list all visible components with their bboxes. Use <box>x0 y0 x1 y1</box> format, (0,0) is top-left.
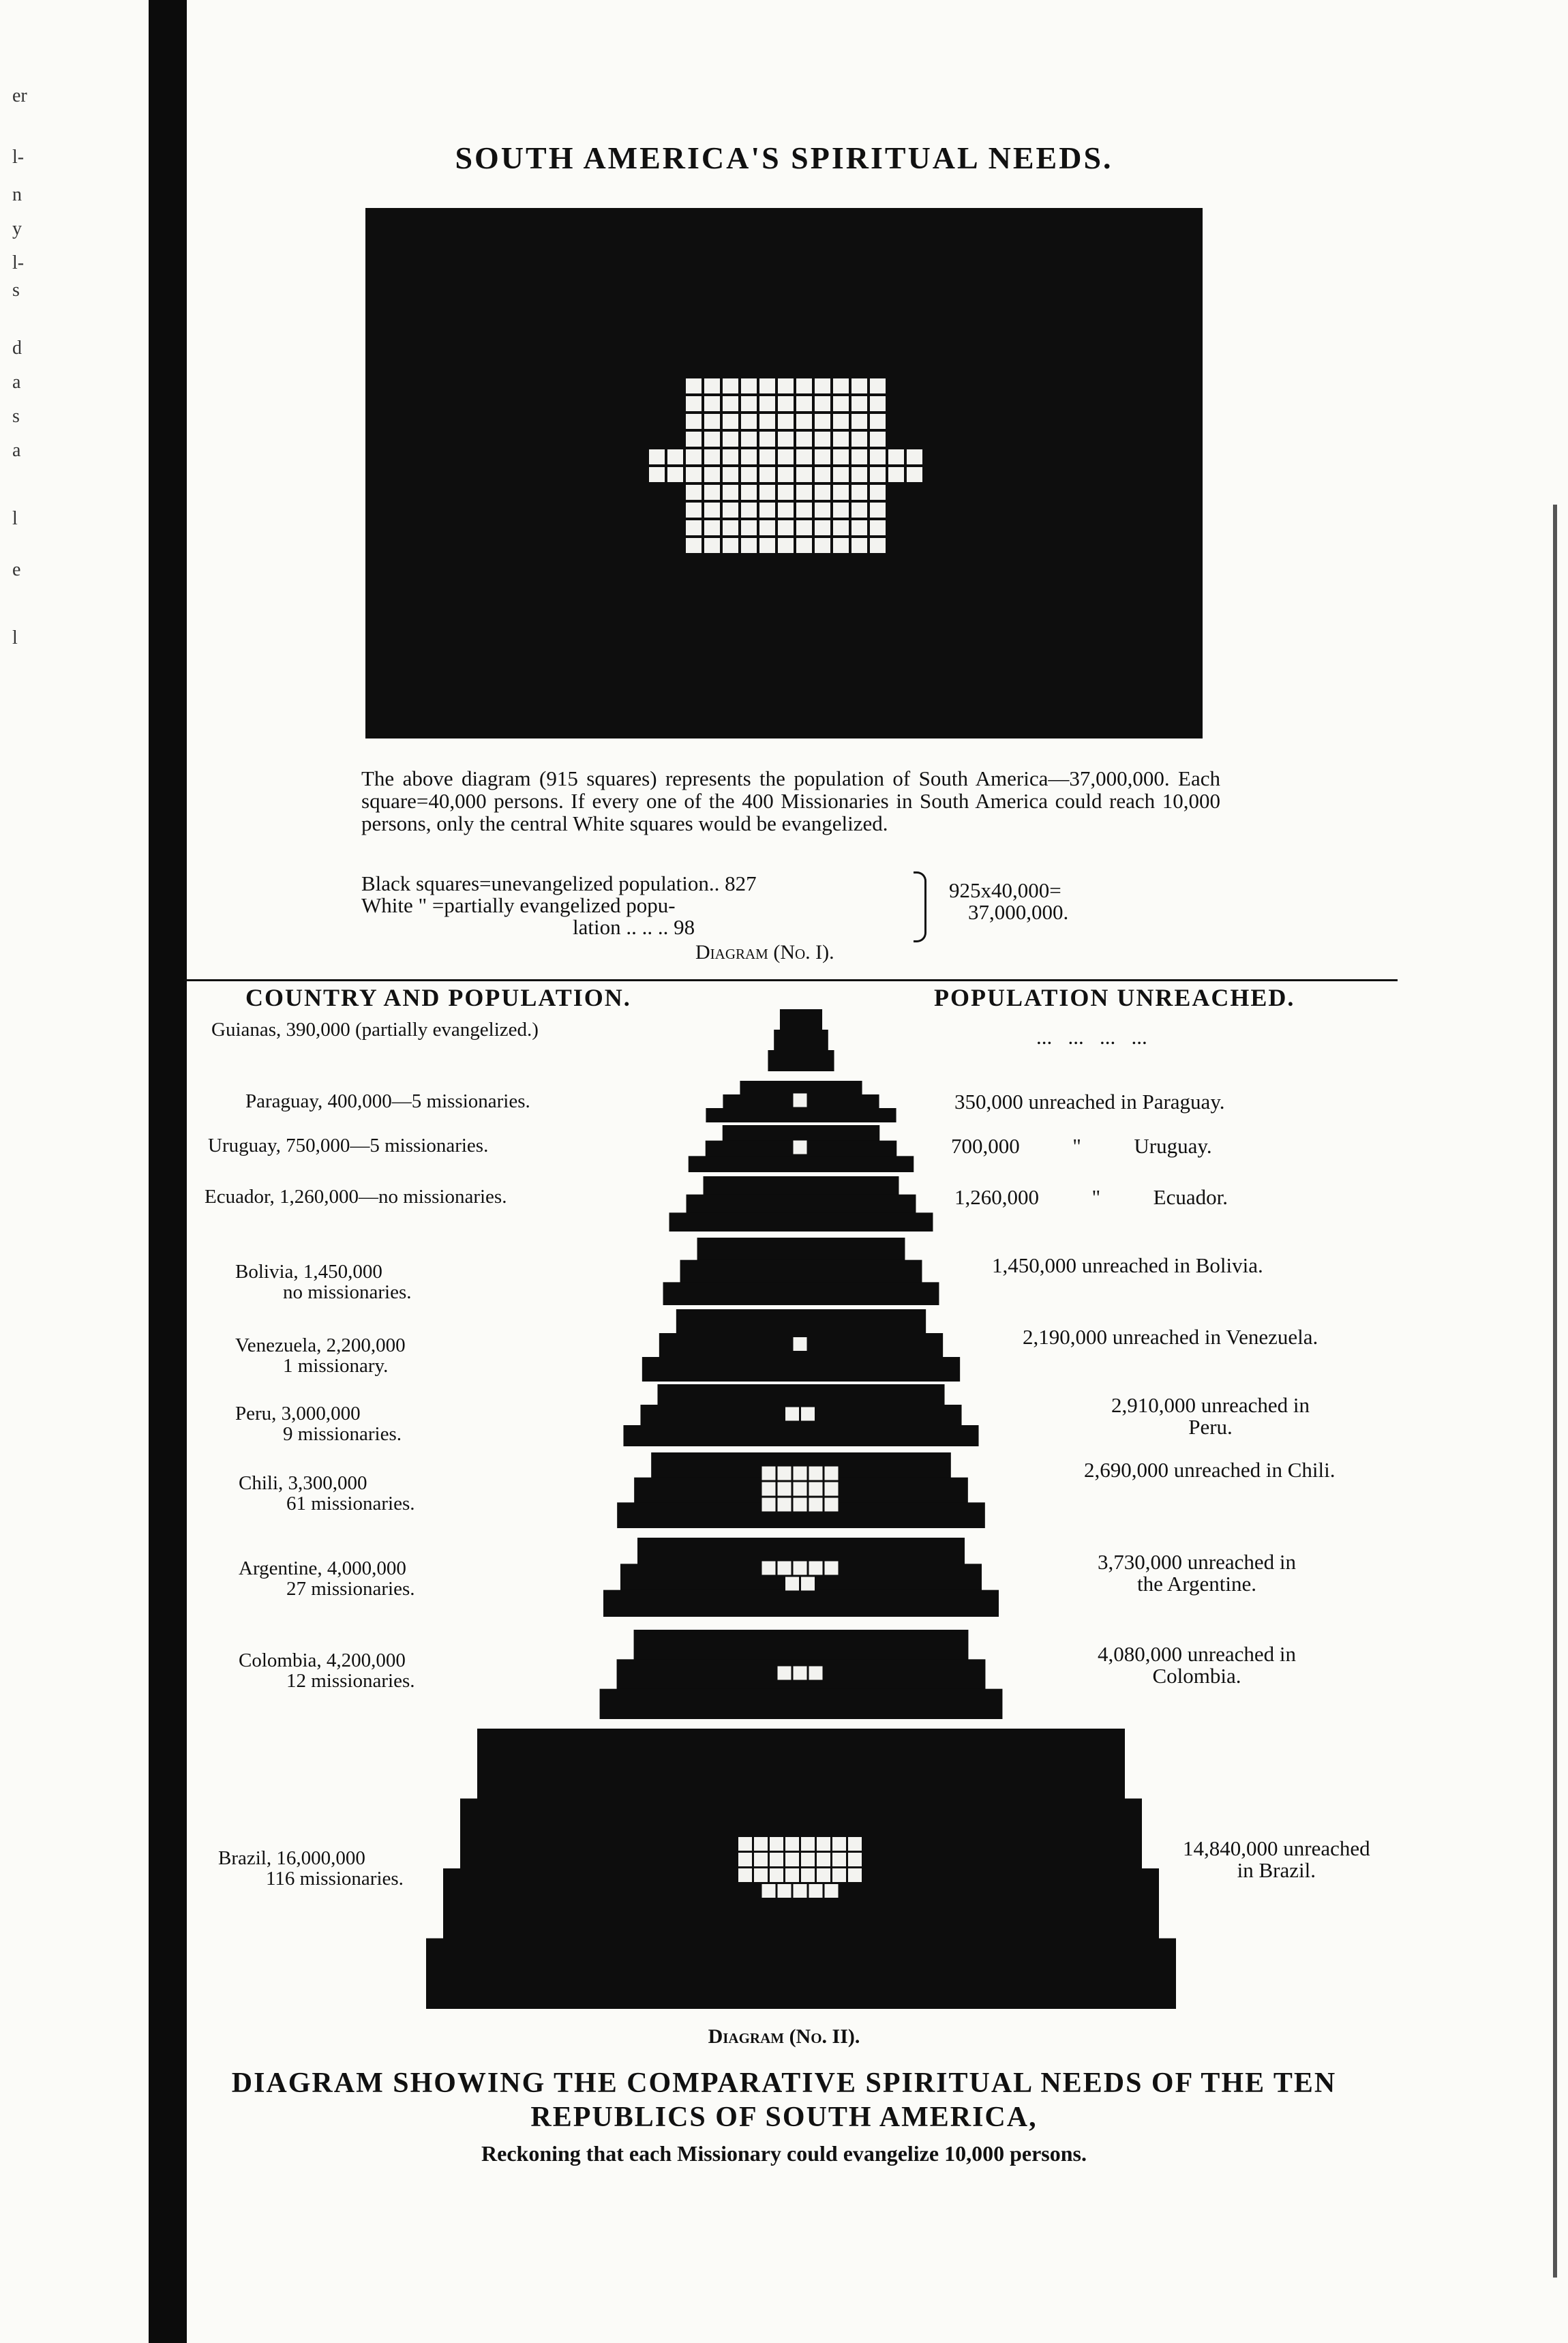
margin-fragment: e <box>12 559 21 580</box>
country-missionaries: 116 missionaries. <box>266 1868 404 1890</box>
country-missionaries: 9 missionaries. <box>283 1423 402 1445</box>
pyramid-step <box>657 1384 944 1405</box>
header-country: COUNTRY AND POPULATION. <box>245 984 631 1011</box>
missionary-square <box>848 1853 862 1866</box>
country-label <box>235 1262 412 1302</box>
unreached-count: 1,450,000 unreached in Bolivia. <box>992 1253 1263 1277</box>
missionary-square <box>778 1467 791 1480</box>
bottom-title-line-1: DIAGRAM SHOWING THE COMPARATIVE SPIRITUAL NEEDS OF THE TEN <box>231 2068 1337 2099</box>
missionary-square <box>785 1853 799 1866</box>
missionary-square <box>762 1562 776 1575</box>
missionary-square <box>778 1884 791 1898</box>
country-name-population: Chili, 3,300,000 <box>239 1472 367 1494</box>
pyramid-step <box>689 1156 914 1172</box>
country-label <box>205 1187 507 1207</box>
unreached-label <box>1111 1394 1310 1438</box>
missionary-square <box>762 1498 776 1512</box>
pyramid-step <box>740 1081 862 1095</box>
missionary-square <box>770 1868 783 1882</box>
unreached-label <box>954 1187 1228 1208</box>
missionary-square <box>794 1337 807 1351</box>
missionary-square <box>785 1407 799 1421</box>
country-name-population: Bolivia, 1,450,000 <box>235 1261 382 1283</box>
country-label <box>239 1558 415 1599</box>
unreached-label <box>1098 1643 1296 1687</box>
missionary-square <box>778 1498 791 1512</box>
margin-fragment: s <box>12 406 20 427</box>
missionary-square <box>738 1853 752 1866</box>
missionary-square <box>754 1853 768 1866</box>
missionary-square <box>848 1868 862 1882</box>
country-label <box>218 1848 404 1889</box>
diagram-2-label: Diagram (No. II). <box>708 2025 860 2048</box>
margin-fragment: er <box>12 85 27 106</box>
margin-fragment: d <box>12 338 22 359</box>
missionary-square <box>738 1837 752 1851</box>
unreached-label <box>1084 1459 1336 1481</box>
missionary-square <box>809 1467 823 1480</box>
country-label <box>235 1335 406 1376</box>
unreached-label <box>1036 1026 1147 1048</box>
unreached-label <box>992 1255 1263 1277</box>
unreached-count: ... ... ... ... <box>1036 1025 1147 1049</box>
pyramid-step <box>477 1729 1125 1800</box>
missionary-square <box>801 1868 815 1882</box>
legend-calc-1: 925x40,000= <box>949 878 1061 902</box>
pyramid-step <box>676 1309 926 1334</box>
pyramid-step <box>723 1125 880 1141</box>
country-name-population: Uruguay, 750,000—5 missionaries. <box>208 1135 489 1156</box>
missionary-square <box>785 1837 799 1851</box>
legend-calc-2: 37,000,000. <box>968 900 1069 924</box>
unreached-label <box>954 1091 1225 1113</box>
missionary-square <box>794 1094 807 1107</box>
margin-fragment: a <box>12 372 21 393</box>
margin-fragment: y <box>12 218 22 239</box>
unreached-count: 1,260,000 " Ecuador. <box>954 1185 1228 1209</box>
missionary-square <box>848 1837 862 1851</box>
missionary-square <box>817 1853 830 1866</box>
missionary-square <box>832 1868 846 1882</box>
unreached-count: 350,000 unreached in Paraguay. <box>954 1090 1225 1114</box>
country-label <box>239 1650 415 1691</box>
missionary-square <box>825 1562 839 1575</box>
unreached-label <box>1183 1838 1370 1881</box>
pyramid-step <box>623 1425 978 1446</box>
missionary-square <box>762 1467 776 1480</box>
missionary-square <box>778 1667 791 1680</box>
missionary-square <box>778 1482 791 1496</box>
margin-fragment: s <box>12 280 20 301</box>
unreached-count: 14,840,000 unreached <box>1183 1836 1370 1860</box>
missionary-square <box>825 1884 839 1898</box>
missionary-square <box>794 1467 807 1480</box>
unreached-country: in Brazil. <box>1237 1858 1316 1882</box>
legend-white-2: lation .. .. .. 98 <box>573 915 695 939</box>
margin-fragment: l <box>12 508 18 529</box>
margin-fragment: l- <box>12 252 25 273</box>
margin-fragment: n <box>12 184 22 205</box>
margin-fragment: l- <box>12 147 25 168</box>
page-title: SOUTH AMERICA'S SPIRITUAL NEEDS. <box>455 140 1113 175</box>
country-label <box>235 1403 402 1444</box>
unreached-country: the Argentine. <box>1136 1572 1257 1596</box>
unreached-country: Colombia. <box>1152 1664 1241 1688</box>
missionary-square <box>762 1884 776 1898</box>
diagram-1-label: Diagram (No. I). <box>695 941 834 964</box>
missionary-square <box>762 1482 776 1496</box>
unreached-count: 4,080,000 unreached in <box>1098 1642 1296 1666</box>
missionary-square <box>794 1884 807 1898</box>
missionary-square <box>817 1868 830 1882</box>
missionary-square <box>785 1868 799 1882</box>
pyramid-step <box>680 1260 922 1283</box>
margin-fragment: l <box>12 627 18 648</box>
missionary-square <box>801 1837 815 1851</box>
pyramid-step <box>697 1238 905 1261</box>
country-label <box>211 1019 539 1040</box>
missionary-square <box>825 1482 839 1496</box>
pyramid-step <box>642 1357 960 1382</box>
pyramid-step <box>637 1538 965 1564</box>
pyramid-step <box>780 1009 822 1030</box>
missionary-square <box>809 1482 823 1496</box>
pyramid-step <box>669 1212 933 1232</box>
missionary-square <box>794 1482 807 1496</box>
country-name-population: Argentine, 4,000,000 <box>239 1557 406 1579</box>
country-missionaries: 12 missionaries. <box>286 1670 415 1692</box>
missionary-square <box>801 1853 815 1866</box>
unreached-label <box>1098 1551 1296 1595</box>
missionary-square <box>794 1498 807 1512</box>
pyramid-step <box>774 1030 828 1051</box>
missionary-square <box>801 1577 815 1591</box>
unreached-count: 2,190,000 unreached in Venezuela. <box>1023 1325 1318 1349</box>
country-missionaries: 1 missionary. <box>283 1355 389 1377</box>
missionary-square <box>738 1868 752 1882</box>
unreached-count: 700,000 " Uruguay. <box>951 1134 1212 1158</box>
missionary-square <box>754 1837 768 1851</box>
unreached-country: Peru. <box>1188 1415 1233 1439</box>
country-label <box>208 1135 488 1156</box>
pyramid-step <box>603 1590 999 1617</box>
pyramid-step <box>706 1108 896 1122</box>
legend-white-1: White " =partially evangelized popu- <box>361 893 676 917</box>
country-name-population: Ecuador, 1,260,000—no missionaries. <box>205 1186 507 1208</box>
country-missionaries: 27 missionaries. <box>286 1578 415 1600</box>
bottom-title-line-2: REPUBLICS OF SOUTH AMERICA, <box>530 2102 1038 2133</box>
missionary-square <box>778 1562 791 1575</box>
pyramid-step <box>600 1689 1003 1719</box>
missionary-square <box>832 1853 846 1866</box>
missionary-square <box>809 1667 823 1680</box>
missionary-square <box>794 1667 807 1680</box>
missionary-square <box>770 1837 783 1851</box>
missionary-square <box>832 1837 846 1851</box>
country-name-population: Colombia, 4,200,000 <box>239 1650 406 1671</box>
missionary-square <box>825 1467 839 1480</box>
missionary-square <box>825 1498 839 1512</box>
missionary-square <box>809 1498 823 1512</box>
country-name-population: Peru, 3,000,000 <box>235 1403 361 1424</box>
unreached-count: 2,690,000 unreached in Chili. <box>1084 1458 1336 1482</box>
pyramid-step <box>704 1176 899 1195</box>
unreached-count: 2,910,000 unreached in <box>1111 1393 1310 1417</box>
header-unreached: POPULATION UNREACHED. <box>934 984 1295 1011</box>
bottom-subtitle: Reckoning that each Missionary could evangelize 10,000 persons. <box>481 2141 1087 2166</box>
margin-fragment: a <box>12 440 21 461</box>
country-missionaries: no missionaries. <box>283 1281 412 1303</box>
legend-black: Black squares=unevangelized population.. 827 <box>361 871 757 895</box>
country-name-population: Paraguay, 400,000—5 missionaries. <box>245 1090 530 1112</box>
missionary-square <box>785 1577 799 1591</box>
missionary-square <box>817 1837 830 1851</box>
country-name-population: Brazil, 16,000,000 <box>218 1847 365 1869</box>
missionary-square <box>801 1407 815 1421</box>
unreached-label <box>951 1135 1212 1157</box>
country-name-population: Venezuela, 2,200,000 <box>235 1334 406 1356</box>
diagram-1-caption: The above diagram (915 squares) represents the population of South America—37,000,000. Each square=40,000 persons. If every one of the 400 Missionaries in South America could reach 10,000 persons, only the central White squares would be evangelized. <box>361 766 1220 835</box>
unreached-label <box>1023 1326 1318 1348</box>
pyramid-step <box>768 1050 834 1071</box>
country-label <box>239 1473 415 1514</box>
missionary-square <box>794 1141 807 1154</box>
pyramid-step <box>687 1195 916 1214</box>
missionary-square <box>794 1562 807 1575</box>
missionary-square <box>809 1562 823 1575</box>
pyramid-step <box>663 1282 939 1305</box>
unreached-count: 3,730,000 unreached in <box>1098 1550 1296 1574</box>
country-name-population: Guianas, 390,000 (partially evangelized.) <box>211 1019 539 1041</box>
missionary-square <box>754 1868 768 1882</box>
pyramid-step <box>426 1939 1176 2010</box>
missionary-square <box>809 1884 823 1898</box>
missionary-square <box>770 1853 783 1866</box>
country-label <box>245 1091 530 1111</box>
country-missionaries: 61 missionaries. <box>286 1493 415 1514</box>
pyramid-step <box>634 1630 969 1660</box>
